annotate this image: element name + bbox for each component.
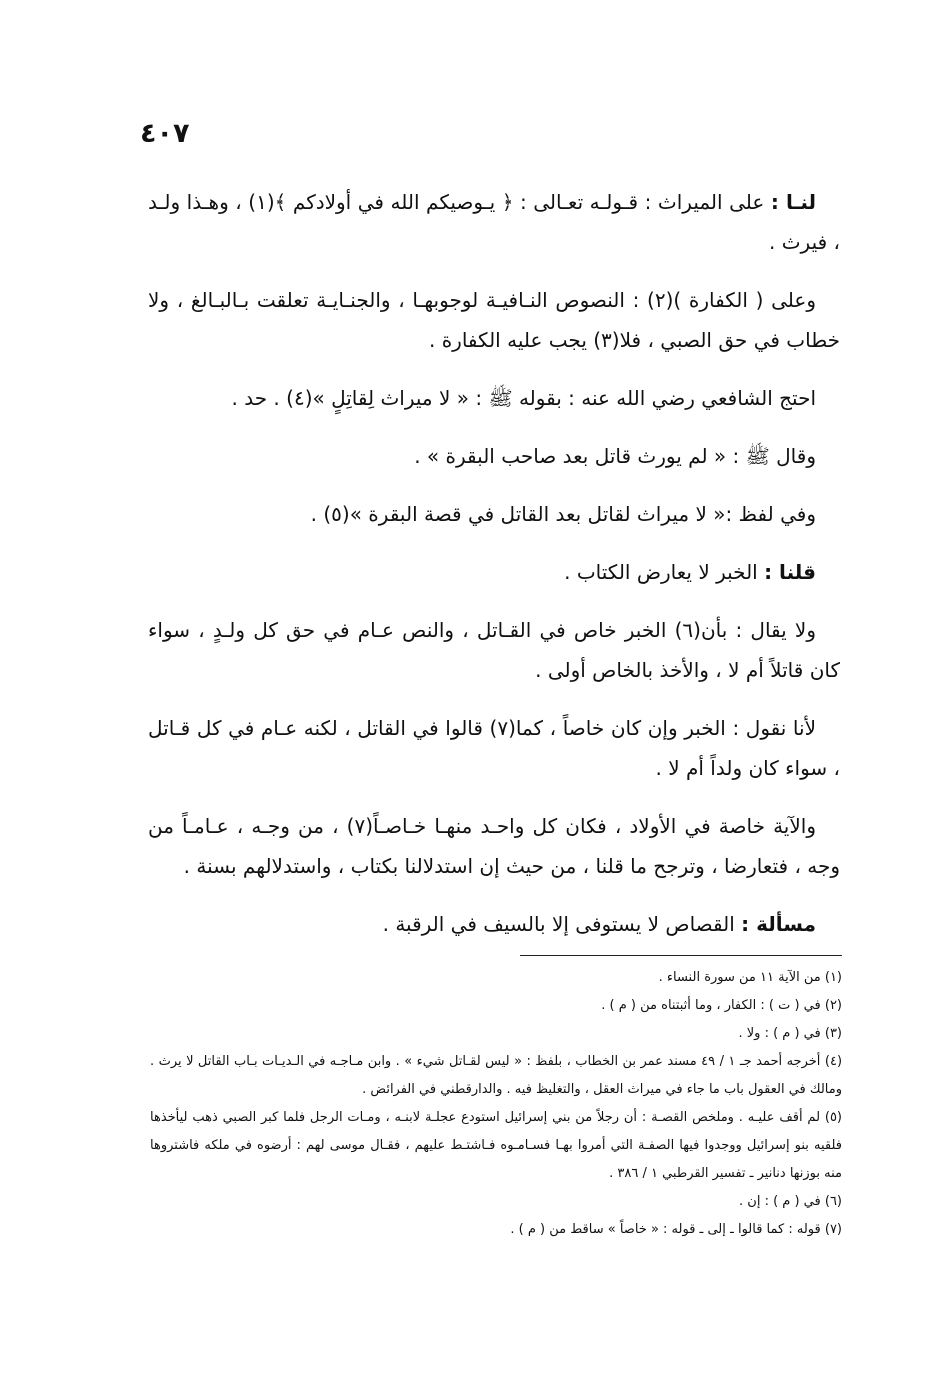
paragraph-text: وعلى ( الكفارة )(٢) : النصوص النـافيـة لوجوبهـا ، والجنـايـة تعلقت بـالبـالغ ، ولا خطاب في حق الصبي ، فلا(٣) يجب عليه الكفارة .: [148, 288, 840, 352]
footnote: (٢) في ( ت ) : الكفار ، وما أثبتناه من ( م ) .: [601, 998, 842, 1013]
paragraph-text: والآية خاصة في الأولاد ، فكان كل واحـد منهـا خـاصـاً(٧) ، من وجـه ، عـامـاً من وجه ، فتعارضا ، وترجح ما قلنا ، من حيث إن استدلالنا بكتاب ، واستدلالهم بسنة .: [148, 814, 840, 878]
paragraph: [148, 552, 840, 592]
paragraph-text: ولا يقال : بأن(٦) الخبر خاص في القـاتل ، والنص عـام في حق كل ولـدٍ ، سواء كان قاتلاً أم لا ، والأخذ بالخاص أولى .: [148, 618, 840, 682]
paragraph: [148, 182, 840, 262]
paragraph-text: الخبر لا يعارض الكتاب .: [564, 560, 765, 584]
paragraph: [148, 494, 840, 534]
footnotes: [150, 955, 842, 1244]
footnote: (٣) في ( م ) : ولا .: [738, 1026, 842, 1041]
paragraph-text: وفي لفظ :« لا ميراث لقاتل بعد القاتل في قصة البقرة »(٥) .: [310, 502, 816, 526]
paragraph: [148, 378, 840, 418]
main-text: [148, 182, 840, 962]
paragraph-text: لأنا نقول : الخبر وإن كان خاصاً ، كما(٧) قالوا في القاتل ، لكنه عـام في كل قـاتل ، سواء كان ولداً أم لا .: [148, 716, 840, 780]
paragraph-text: القصاص لا يستوفى إلا بالسيف في الرقبة .: [382, 912, 742, 936]
footnote: (١) من الآية ١١ من سورة النساء .: [658, 970, 842, 985]
footnote: (٤) أخرجه أحمد جـ ١ / ٤٩ مسند عمر بن الخطاب ، بلفظ : « ليس لقـاتل شيء » . وابن مـاجـه في الـديـات بـاب القاتل لا يرث . ومالك في العقول باب ما جاء في ميراث العقل ، والتغليظ فيه . والدارقطني في الفرائض .: [150, 1054, 843, 1097]
paragraph: [148, 904, 840, 944]
paragraph-lead: لنـا :: [770, 190, 816, 214]
footnote: (٦) في ( م ) : إن .: [739, 1194, 842, 1209]
page-number: ٤٠٧: [140, 118, 190, 149]
footnote: (٥) لم أقف عليـه . وملخص القصـة : أن رجلاً من بني إسرائيل استودع عجلـة لابنـه ، ومـات الرجل فلما كبر الصبي ذهب ليأخذها فلقيه بنو إسرائيل ووجدوا فيها الصفـة التي أمروا بهـا فسـامـوه فـاشتـط عليهم ، فقـال موسى لهم : أرضوه في ملكه فاشتروها منه بوزنها دنانير ـ تفسير القرطبي ١ / ٣٨٦ .: [150, 1110, 842, 1181]
paragraph-lead: قلنا :: [764, 560, 816, 584]
footnote: (٧) قوله : كما قالوا ـ إلى ـ قوله : « خاصاً » ساقط من ( م ) .: [510, 1222, 842, 1237]
paragraph: [148, 806, 840, 886]
footnote-divider: [520, 955, 842, 956]
paragraph: [148, 610, 840, 690]
paragraph-text: احتج الشافعي رضي الله عنه : بقوله ﷺ : « لا ميراث لِقاتِلٍ »(٤) . حد .: [231, 386, 816, 410]
paragraph: [148, 436, 840, 476]
paragraph-lead: مسألة :: [741, 912, 816, 936]
paragraph-text: على الميراث : قـولـه تعـالى : ﴿ يـوصيكم الله في أولادكم ﴾(١) ، وهـذا ولـد ، فيرث .: [148, 190, 840, 254]
paragraph-text: وقال ﷺ : « لم يورث قاتل بعد صاحب البقرة » .: [414, 444, 816, 468]
paragraph: [148, 280, 840, 360]
paragraph: [148, 708, 840, 788]
